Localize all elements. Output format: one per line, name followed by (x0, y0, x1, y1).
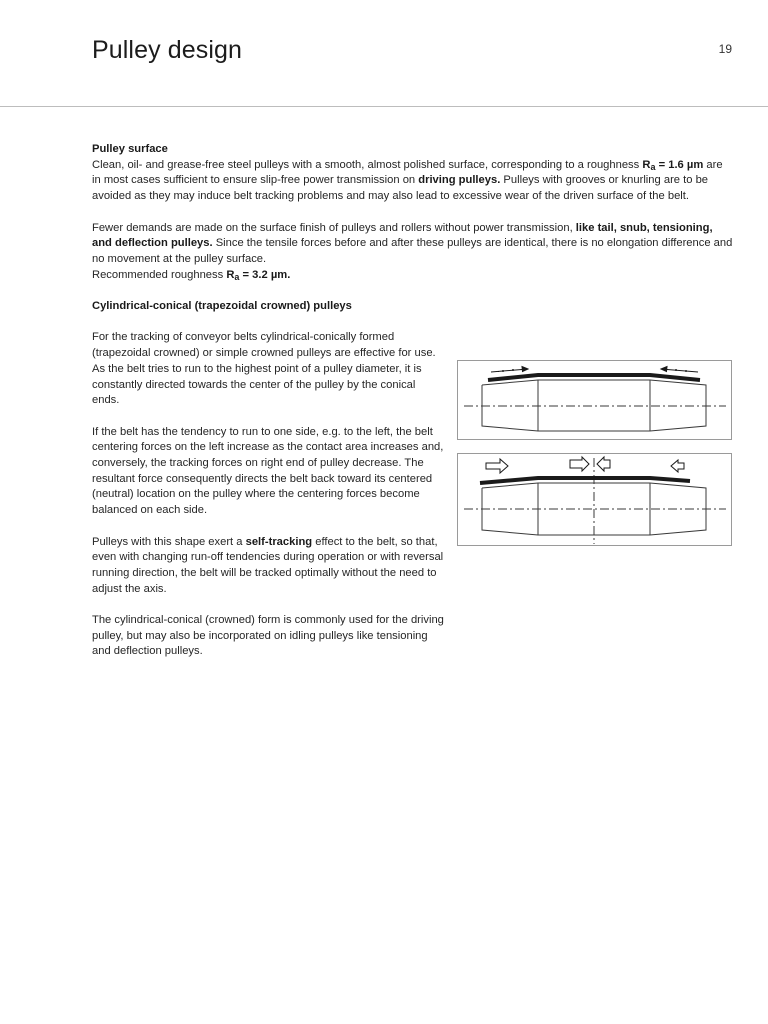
text-run: are in most cases sufficient to ensure slip-free power transmission on (92, 158, 723, 187)
text-run: Pulleys with grooves or knurling are to be avoided as they may induce belt tracking problems and may also lead to excessive wear of the driven surface of the belt. (92, 174, 709, 203)
paragraph-tracking: For the tracking of conveyor belts cylindrical-conically formed (trapezoidal crowned) or simple crowned pulleys are effective for use. As the belt tries to run to the highest point of a pulley diameter, it is constantly directed towards the center of the pulley by the conical ends. (92, 331, 436, 407)
pulley-diagram-centered (458, 361, 731, 439)
roughness-symbol (642, 159, 655, 171)
paragraph-non-driving-pulleys (92, 221, 734, 284)
roughness-subscript: a (650, 161, 656, 172)
text-run: Since the tensile forces before and after these pulleys are identical, there is no elongation difference and no movement at the pulley surface. (92, 237, 733, 265)
pulley-diagram-offset (458, 454, 731, 545)
figure-offset-belt (457, 453, 732, 546)
paragraph-self-tracking (92, 535, 444, 598)
page-title: Pulley design (92, 36, 243, 64)
roughness-r: R (642, 158, 651, 171)
roughness-symbol (226, 269, 239, 281)
text-run: Fewer demands are made on the surface finish of pulleys and rollers without power transmission, (92, 221, 576, 234)
bold-pulley-types: like tail, snub, tensioning, and deflection pulleys. (92, 221, 713, 250)
page-number: 19 (718, 42, 732, 56)
paragraph-crowned-usage: The cylindrical-conical (crowned) form is commonly used for the driving pulley, but may also be incorporated on idling pulleys like tensioning and deflection pulleys. (92, 614, 444, 658)
roughness-value: = 3.2 µm. (239, 268, 291, 281)
figure-centered-belt (457, 360, 732, 440)
text-run: Pulleys with this shape exert a (92, 535, 246, 548)
text-run: effect to the belt, so that, even with changing run-off tendencies during operation or with reversal running direction, the belt will be tracked optimally without the need to adjust the axis. (92, 535, 444, 595)
header-divider (0, 106, 768, 107)
bold-driving-pulleys: driving pulleys. (418, 174, 501, 187)
section-heading-crowned-pulleys: Cylindrical-conical (trapezoidal crowned) pulleys (92, 300, 352, 312)
text-column (92, 330, 444, 660)
text-run: Clean, oil- and grease-free steel pulleys with a smooth, almost polished surface, corresponding to a roughness (92, 158, 640, 171)
roughness-value: = 1.6 µm (655, 158, 704, 171)
bold-self-tracking: self-tracking (245, 535, 313, 548)
paragraph-centering-forces: If the belt has the tendency to run to one side, e.g. to the left, the belt centering forces on the left increase as the contact area increases and, conversely, the tracking forces on right end of pulley decrease. The resultant force consequently directs the belt back toward its centered (neutral) location on the pulley where the centering forces become balanced on each side. (92, 425, 444, 517)
roughness-r: R (226, 268, 235, 281)
text-run: Recommended roughness (92, 268, 227, 281)
paragraph-surface-roughness (92, 158, 734, 205)
roughness-subscript: a (234, 271, 240, 282)
section-heading-pulley-surface: Pulley surface (92, 143, 168, 155)
